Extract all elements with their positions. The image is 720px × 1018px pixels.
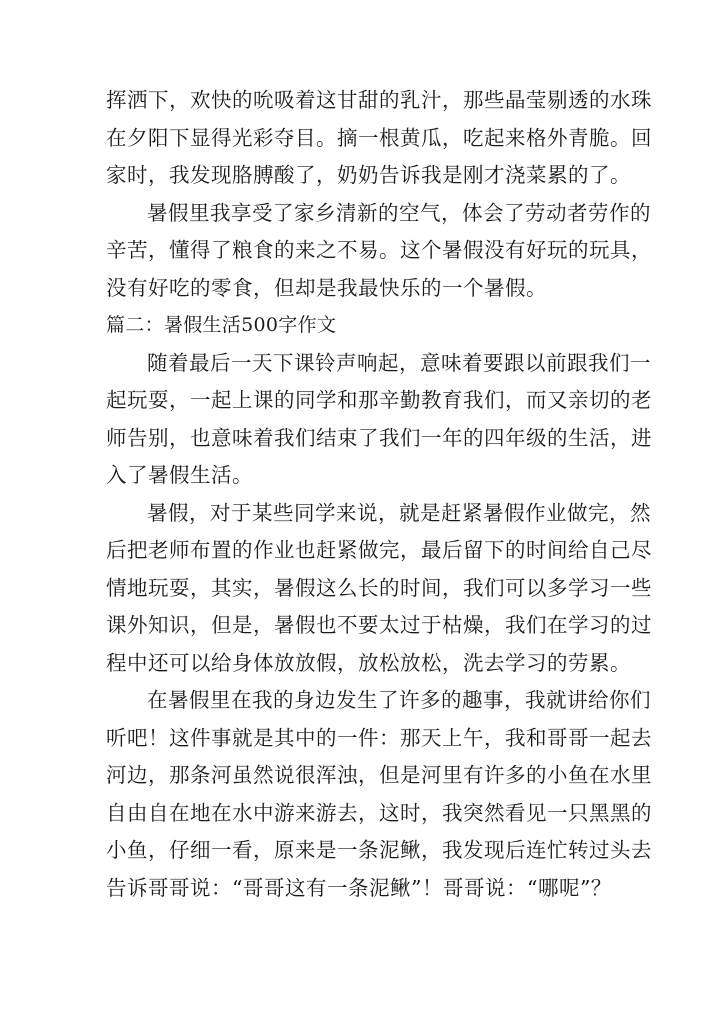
- text-line: 河边，那条河虽然说很浑浊，但是河里有许多的小鱼在水里: [106, 763, 652, 787]
- text-line: 挥洒下，欢快的吮吸着这甘甜的乳汁，那些晶莹剔透的水珠: [106, 88, 652, 112]
- text-line: 入了暑假生活。: [106, 463, 253, 487]
- text-line: 在夕阳下显得光彩夺目。摘一根黄瓜，吃起来格外青脆。回: [106, 125, 652, 150]
- text-line: 家时，我发现胳膊酸了，奶奶告诉我是刚才浇菜累的了。: [106, 163, 631, 187]
- paragraph-first-line: 随着最后一天下课铃声响起，意味着要跟以前跟我们一: [147, 350, 651, 375]
- text-line: 没有好吃的零食，但却是我最快乐的一个暑假。: [106, 275, 547, 300]
- text-line: 自由自在地在水中游来游去，这时，我突然看见一只黑黑的: [106, 800, 652, 825]
- paragraph-first-line: 暑假里我享受了家乡清新的空气，体会了劳动者劳作的: [147, 200, 651, 225]
- essay-text: [106, 82, 652, 907]
- text-line: 师告别，也意味着我们结束了我们一年的四年级的生活，进: [106, 425, 652, 450]
- text-line: 小鱼，仔细一看，原来是一条泥鳅，我发现后连忙转过头去: [106, 838, 652, 862]
- text-line: 听吧！这件事就是其中的一件：那天上午，我和哥哥一起去: [106, 725, 652, 750]
- paragraph-first-line: 在暑假里在我的身边发生了许多的趣事，我就讲给你们: [147, 688, 651, 712]
- paragraph-first-line: 暑假，对于某些同学来说，就是赶紧暑假作业做完，然: [147, 500, 651, 525]
- section-heading: 篇二：暑假生活500字作文: [106, 314, 337, 336]
- text-line: 程中还可以给身体放放假，放松放松，洗去学习的劳累。: [106, 650, 631, 675]
- text-line: 起玩耍，一起上课的同学和那辛勤教育我们，而又亲切的老: [106, 388, 652, 412]
- text-line: 后把老师布置的作业也赶紧做完，最后留下的时间给自己尽: [106, 538, 652, 562]
- text-line: 辛苦，懂得了粮食的来之不易。这个暑假没有好玩的玩具，: [106, 238, 652, 262]
- text-line: 情地玩耍，其实，暑假这么长的时间，我们可以多学习一些: [106, 575, 652, 600]
- text-line: 告诉哥哥说：“哥哥这有一条泥鳅”！哥哥说：“哪呢”？: [106, 875, 612, 900]
- text-line: 课外知识，但是，暑假也不要太过于枯燥，我们在学习的过: [106, 613, 652, 637]
